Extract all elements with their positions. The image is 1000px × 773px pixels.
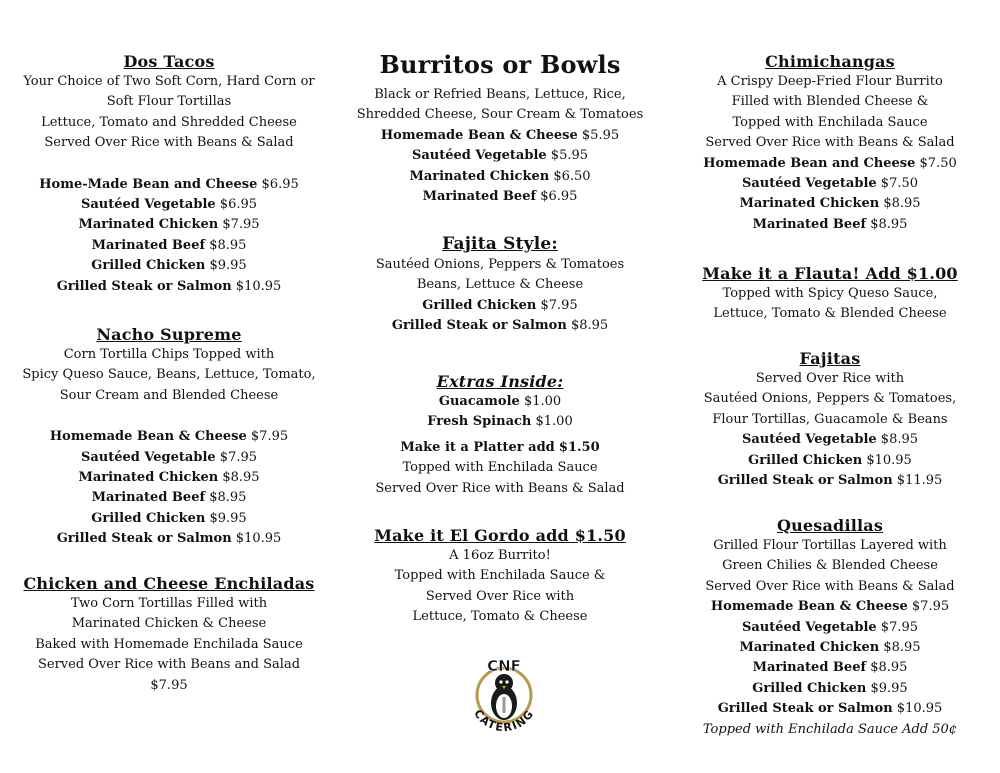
desc-line: Lettuce, Tomato and Shredded Cheese: [41, 114, 297, 130]
desc-line: Shredded Cheese, Sour Cream & Tomatoes: [356, 107, 644, 123]
desc-line: Soft Flour Tortillas: [106, 94, 232, 110]
desc-line: Grilled Flour Tortillas Layered with: [713, 538, 947, 553]
desc-line: Green Chilies & Blended Cheese: [722, 558, 938, 574]
menu-item: Homemade Bean & Cheese $7.95: [710, 599, 950, 615]
burritos-title: Burritos or Bowls: [379, 50, 621, 79]
enchilada-sauce-note: Topped with Enchilada Sauce Add 50¢: [702, 721, 958, 737]
menu-item: Marinated Chicken $6.50: [409, 168, 591, 184]
menu-item: Sautéed Vegetable $7.95: [741, 619, 919, 635]
nacho-supreme-section: [0, 325, 338, 550]
menu-item: Homemade Bean & Cheese $7.95: [49, 429, 289, 445]
desc-line: Sour Cream and Blended Cheese: [59, 387, 279, 403]
burritos-section: [338, 50, 662, 207]
fajitas-section: [660, 349, 1000, 491]
desc-line: Two Corn Tortillas Filled with: [70, 596, 268, 611]
extras-title: Extras Inside:: [436, 372, 564, 391]
desc-line: A 16oz Burrito!: [449, 548, 551, 563]
fajita-style-title: Fajita Style:: [442, 234, 558, 254]
quesadillas-section: [660, 516, 1000, 740]
desc-line: Spicy Queso Sauce, Beans, Lettuce, Tomato,: [22, 367, 316, 383]
menu-item: Marinated Beef $8.95: [752, 216, 908, 232]
logo-top-text: CNF: [487, 657, 521, 675]
desc-line: Served Over Rice with Beans & Salad: [44, 135, 294, 151]
menu-item: Sautéed Vegetable $5.95: [411, 148, 589, 164]
desc-line: Topped with Enchilada Sauce: [732, 114, 928, 130]
enchiladas-title: Chicken and Cheese Enchiladas: [23, 574, 315, 593]
desc-line: Corn Tortilla Chips Topped with: [63, 347, 275, 362]
desc-line: A Crispy Deep-Fried Flour Burrito: [717, 74, 943, 89]
desc-line: Served Over Rice with Beans & Salad: [705, 578, 955, 594]
desc-line: Topped with Spicy Queso Sauce,: [722, 286, 938, 301]
menu-item: Marinated Chicken $7.95: [78, 217, 260, 233]
menu-item: Home-Made Bean and Cheese $6.95: [39, 176, 299, 192]
desc-line: Baked with Homemade Enchilada Sauce: [35, 636, 303, 652]
desc-line: Black or Refried Beans, Lettuce, Rice,: [374, 87, 626, 102]
menu-item: Homemade Bean & Cheese $5.95: [380, 127, 620, 143]
menu-item: Guacamole $1.00: [438, 394, 562, 409]
menu-item: Sautéed Vegetable $8.95: [741, 432, 919, 448]
menu-item: Marinated Beef $8.95: [752, 660, 908, 676]
menu-item: Marinated Chicken $8.95: [78, 470, 260, 486]
extras-section: [338, 372, 662, 499]
quesadillas-title: Quesadillas: [776, 516, 884, 535]
menu-item: Grilled Chicken $9.95: [91, 510, 247, 526]
enchiladas-price: $7.95: [150, 677, 188, 693]
menu-item: Marinated Chicken $8.95: [739, 640, 921, 656]
desc-line: Lettuce, Tomato & Blended Cheese: [713, 306, 947, 322]
chimichangas-title: Chimichangas: [765, 52, 895, 71]
menu-item: Marinated Beef $8.95: [91, 237, 247, 253]
el-gordo-title: Make it El Gordo add $1.50: [374, 526, 626, 545]
el-gordo-section: [338, 526, 662, 628]
logo-bottom-text: CATERING: [471, 707, 537, 735]
menu-item: Grilled Steak or Salmon $10.95: [717, 701, 943, 717]
fajitas-title: Fajitas: [799, 349, 861, 368]
desc-line: Sautéed Onions, Peppers & Tomatoes: [375, 257, 625, 272]
menu-item: Marinated Beef $6.95: [422, 189, 578, 205]
chimichangas-section: [660, 52, 1000, 235]
desc-line: Marinated Chicken & Cheese: [71, 616, 267, 632]
nacho-supreme-title: Nacho Supreme: [96, 325, 242, 344]
menu-item: Marinated Chicken $8.95: [739, 196, 921, 212]
menu-item: Grilled Steak or Salmon $10.95: [56, 278, 282, 294]
desc-line: Topped with Enchilada Sauce &: [394, 568, 606, 584]
menu-item: Grilled Chicken $10.95: [748, 452, 912, 468]
desc-line: Flour Tortillas, Guacamole & Beans: [712, 411, 948, 427]
dos-tacos-section: [0, 52, 338, 297]
flauta-section: [660, 264, 1000, 325]
desc-line: Served Over Rice with Beans and Salad: [37, 657, 301, 673]
menu-item: Grilled Chicken $9.95: [91, 258, 247, 274]
platter-item: Make it a Platter add $1.50: [400, 439, 600, 455]
menu-item: Grilled Steak or Salmon $10.95: [56, 531, 282, 547]
menu-item: Homemade Bean and Cheese $7.50: [703, 155, 957, 171]
menu-item: Grilled Chicken $7.95: [422, 297, 578, 313]
desc-line: Served Over Rice with Beans & Salad: [375, 480, 625, 496]
menu-item: Fresh Spinach $1.00: [427, 414, 573, 430]
menu-item: Grilled Steak or Salmon $8.95: [391, 318, 609, 334]
menu-item: Marinated Beef $8.95: [91, 490, 247, 506]
menu-item: Sautéed Vegetable $6.95: [80, 197, 258, 213]
cnf-catering-logo: [464, 645, 544, 740]
menu-item: Grilled Chicken $9.95: [752, 680, 908, 696]
penguin-chef-icon: [464, 645, 544, 740]
desc-line: Lettuce, Tomato & Cheese: [412, 609, 588, 625]
dos-tacos-title: Dos Tacos: [123, 52, 215, 71]
desc-line: Filled with Blended Cheese &: [731, 94, 929, 110]
enchiladas-section: [0, 574, 338, 696]
desc-line: Topped with Enchilada Sauce: [402, 460, 598, 476]
desc-line: Served Over Rice with: [425, 588, 575, 604]
desc-line: Served Over Rice with: [755, 371, 905, 386]
desc-line: Sautéed Onions, Peppers & Tomatoes,: [703, 391, 957, 407]
desc-line: Served Over Rice with Beans & Salad: [705, 135, 955, 151]
fajita-style-section: [338, 233, 662, 337]
menu-item: Sautéed Vegetable $7.50: [741, 176, 919, 192]
menu-item: Grilled Steak or Salmon $11.95: [717, 473, 943, 489]
menu-item: Sautéed Vegetable $7.95: [80, 449, 258, 465]
flauta-title: Make it a Flauta! Add $1.00: [702, 264, 958, 283]
desc-line: Beans, Lettuce & Cheese: [416, 277, 584, 293]
desc-line: Your Choice of Two Soft Corn, Hard Corn or: [23, 74, 315, 89]
